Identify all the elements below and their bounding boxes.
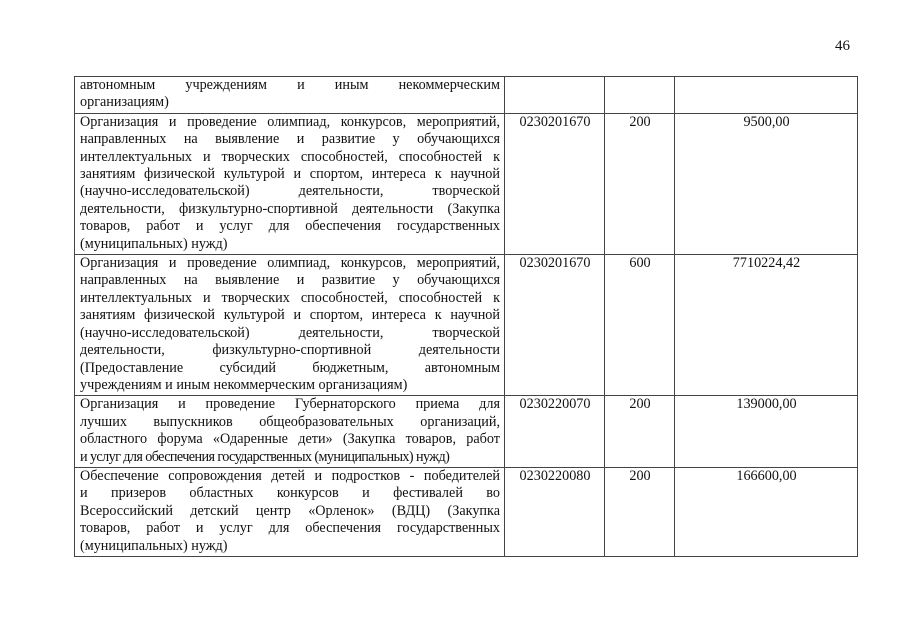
amount-cell	[675, 77, 858, 114]
description-line: направленных на выявление и развитие у обучающихся	[80, 131, 500, 148]
table-row	[75, 467, 858, 556]
description-line: и услуг для обеспечения государственных (муниципальных) нужд)	[80, 448, 450, 465]
description-line: (научно-исследовательской) деятельности, творческой	[80, 183, 500, 200]
description-line: Организация и проведение олимпиад, конкурсов, мероприятий,	[80, 255, 500, 272]
description-line: учреждениям и иным некоммерческим организациям)	[80, 376, 408, 393]
expense-type-cell	[605, 77, 675, 114]
expense-type-cell: 200	[605, 396, 675, 468]
target-code-cell: 0230220070	[505, 396, 605, 468]
table-row	[75, 396, 858, 468]
description-cell	[75, 77, 505, 114]
description-line: интеллектуальных и творческих способностей, способностей к	[80, 289, 500, 306]
amount-cell: 7710224,42	[675, 255, 858, 396]
expense-type-cell: 200	[605, 113, 675, 254]
description-line: интеллектуальных и творческих способностей, способностей к	[80, 148, 500, 165]
description-line: Организация и проведение Губернаторского приема для	[80, 396, 500, 413]
description-line: автономным учреждениям и иным некоммерческим	[80, 77, 500, 93]
description-line: занятиям физической культурой и спортом, интереса к научной	[80, 166, 500, 183]
page-number: 46	[835, 38, 850, 54]
budget-table	[74, 76, 858, 557]
table-row	[75, 77, 858, 114]
amount-cell: 139000,00	[675, 396, 858, 468]
amount-cell: 9500,00	[675, 113, 858, 254]
description-line: (муниципальных) нужд)	[80, 537, 228, 554]
description-line: деятельности, физкультурно-спортивной деятельности (Закупка	[80, 200, 500, 217]
description-line: организациям)	[80, 94, 169, 111]
description-cell	[75, 113, 505, 254]
target-code-cell: 0230201670	[505, 113, 605, 254]
description-line: и призеров областных конкурсов и фестивалей во	[80, 485, 500, 502]
description-line: лучших выпускников общеобразовательных организаций,	[80, 413, 500, 430]
table-row	[75, 113, 858, 254]
description-cell	[75, 255, 505, 396]
description-line: (Предоставление субсидий бюджетным, автономным	[80, 359, 500, 376]
target-code-cell: 0230201670	[505, 255, 605, 396]
description-line: занятиям физической культурой и спортом, интереса к научной	[80, 307, 500, 324]
description-line: Обеспечение сопровождения детей и подростков - победителей	[80, 467, 500, 484]
expense-type-cell: 600	[605, 255, 675, 396]
description-cell	[75, 467, 505, 556]
table-row	[75, 255, 858, 396]
description-line: направленных на выявление и развитие у обучающихся	[80, 272, 500, 289]
target-code-cell	[505, 77, 605, 114]
description-line: Всероссийский детский центр «Орленок» (ВДЦ) (Закупка	[80, 502, 500, 519]
description-line: областного форума «Одаренные дети» (Закупка товаров, работ	[80, 431, 500, 448]
description-cell	[75, 396, 505, 468]
description-line: деятельности, физкультурно-спортивной деятельности	[80, 342, 500, 359]
description-line: товаров, работ и услуг для обеспечения государственных	[80, 218, 500, 235]
description-line: товаров, работ и услуг для обеспечения государственных	[80, 520, 500, 537]
description-line: (научно-исследовательской) деятельности, творческой	[80, 324, 500, 341]
amount-cell: 166600,00	[675, 467, 858, 556]
target-code-cell: 0230220080	[505, 467, 605, 556]
description-line: (муниципальных) нужд)	[80, 235, 228, 252]
description-line: Организация и проведение олимпиад, конкурсов, мероприятий,	[80, 113, 500, 130]
expense-type-cell: 200	[605, 467, 675, 556]
